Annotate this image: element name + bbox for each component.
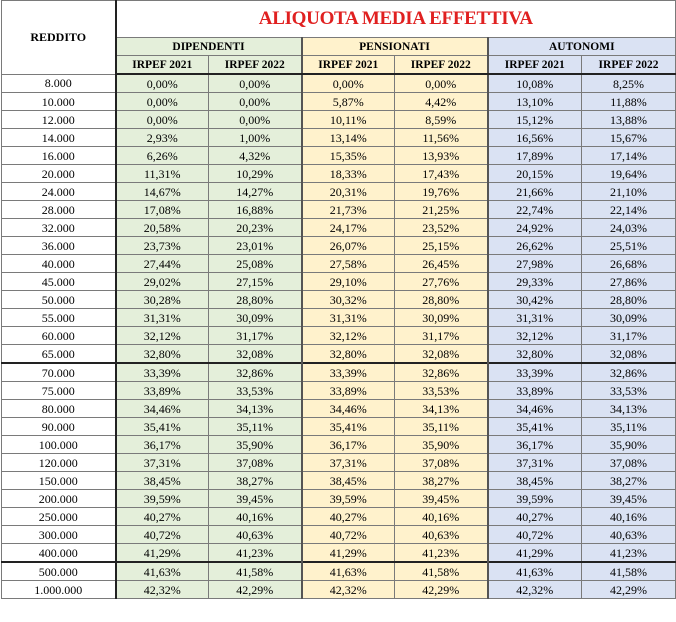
- rate-cell-autonomi-2021: 20,15%: [488, 165, 582, 183]
- rate-cell-autonomi-2021: 41,63%: [488, 562, 582, 581]
- rate-cell-dipendenti-2021: 31,31%: [116, 309, 209, 327]
- table-row: [2, 111, 676, 129]
- reddito-cell: 16.000: [2, 147, 116, 165]
- rate-cell-autonomi-2022: 41,23%: [582, 544, 676, 563]
- rate-cell-dipendenti-2021: 41,29%: [116, 544, 209, 563]
- rate-cell-dipendenti-2022: 30,09%: [209, 309, 302, 327]
- rate-cell-dipendenti-2021: 36,17%: [116, 436, 209, 454]
- rate-cell-dipendenti-2022: 42,29%: [209, 581, 302, 599]
- rate-cell-dipendenti-2021: 37,31%: [116, 454, 209, 472]
- rate-cell-autonomi-2022: 17,14%: [582, 147, 676, 165]
- reddito-cell: 120.000: [2, 454, 116, 472]
- rate-cell-autonomi-2022: 34,13%: [582, 400, 676, 418]
- rate-cell-dipendenti-2022: 23,01%: [209, 237, 302, 255]
- rate-cell-pensionati-2022: 41,58%: [395, 562, 488, 581]
- rate-cell-pensionati-2022: 28,80%: [395, 291, 488, 309]
- rate-cell-pensionati-2021: 5,87%: [302, 93, 395, 111]
- rate-cell-dipendenti-2021: 11,31%: [116, 165, 209, 183]
- rate-cell-pensionati-2021: 13,14%: [302, 129, 395, 147]
- rate-cell-dipendenti-2021: 40,72%: [116, 526, 209, 544]
- table-row: [2, 201, 676, 219]
- group-pensionati: PENSIONATI: [302, 38, 488, 56]
- reddito-cell: 24.000: [2, 183, 116, 201]
- rate-cell-autonomi-2021: 33,39%: [488, 363, 582, 382]
- rate-cell-autonomi-2022: 13,88%: [582, 111, 676, 129]
- rate-cell-dipendenti-2022: 25,08%: [209, 255, 302, 273]
- table-row: [2, 400, 676, 418]
- rate-cell-autonomi-2022: 32,08%: [582, 345, 676, 364]
- reddito-cell: 12.000: [2, 111, 116, 129]
- subcol-dipendenti-2021: IRPEF 2021: [116, 56, 209, 75]
- table-row: [2, 183, 676, 201]
- rate-cell-dipendenti-2021: 42,32%: [116, 581, 209, 599]
- rate-cell-dipendenti-2022: 28,80%: [209, 291, 302, 309]
- rate-cell-pensionati-2021: 29,10%: [302, 273, 395, 291]
- rate-cell-pensionati-2022: 34,13%: [395, 400, 488, 418]
- rate-cell-autonomi-2021: 40,72%: [488, 526, 582, 544]
- rate-cell-dipendenti-2022: 37,08%: [209, 454, 302, 472]
- reddito-cell: 75.000: [2, 382, 116, 400]
- table-row: [2, 508, 676, 526]
- table-row: [2, 129, 676, 147]
- table-row: [2, 74, 676, 93]
- rate-cell-pensionati-2022: 35,90%: [395, 436, 488, 454]
- rate-cell-autonomi-2021: 24,92%: [488, 219, 582, 237]
- rate-cell-pensionati-2022: 30,09%: [395, 309, 488, 327]
- rate-cell-dipendenti-2021: 30,28%: [116, 291, 209, 309]
- rate-cell-dipendenti-2022: 16,88%: [209, 201, 302, 219]
- table-row: [2, 418, 676, 436]
- rate-cell-pensionati-2022: 32,08%: [395, 345, 488, 364]
- rate-cell-pensionati-2022: 32,86%: [395, 363, 488, 382]
- rate-cell-autonomi-2021: 35,41%: [488, 418, 582, 436]
- reddito-cell: 10.000: [2, 93, 116, 111]
- rate-cell-pensionati-2022: 0,00%: [395, 74, 488, 93]
- rate-cell-autonomi-2021: 37,31%: [488, 454, 582, 472]
- rate-cell-pensionati-2021: 20,31%: [302, 183, 395, 201]
- table-row: [2, 436, 676, 454]
- rate-cell-pensionati-2022: 39,45%: [395, 490, 488, 508]
- reddito-cell: 70.000: [2, 363, 116, 382]
- rate-cell-pensionati-2021: 37,31%: [302, 454, 395, 472]
- reddito-cell: 28.000: [2, 201, 116, 219]
- rate-cell-autonomi-2022: 39,45%: [582, 490, 676, 508]
- rate-cell-pensionati-2022: 23,52%: [395, 219, 488, 237]
- reddito-cell: 1.000.000: [2, 581, 116, 599]
- rate-cell-autonomi-2021: 15,12%: [488, 111, 582, 129]
- rate-cell-autonomi-2022: 40,63%: [582, 526, 676, 544]
- rate-cell-dipendenti-2021: 29,02%: [116, 273, 209, 291]
- rate-cell-autonomi-2022: 42,29%: [582, 581, 676, 599]
- rate-cell-autonomi-2022: 38,27%: [582, 472, 676, 490]
- rate-cell-pensionati-2022: 8,59%: [395, 111, 488, 129]
- rate-cell-autonomi-2021: 31,31%: [488, 309, 582, 327]
- rate-cell-dipendenti-2022: 0,00%: [209, 111, 302, 129]
- rate-cell-autonomi-2021: 30,42%: [488, 291, 582, 309]
- rate-cell-autonomi-2021: 39,59%: [488, 490, 582, 508]
- rate-cell-dipendenti-2021: 39,59%: [116, 490, 209, 508]
- table-row: [2, 93, 676, 111]
- reddito-cell: 500.000: [2, 562, 116, 581]
- rate-cell-dipendenti-2021: 0,00%: [116, 74, 209, 93]
- rate-cell-pensionati-2021: 40,72%: [302, 526, 395, 544]
- table-row: [2, 255, 676, 273]
- rate-cell-pensionati-2022: 25,15%: [395, 237, 488, 255]
- rate-cell-autonomi-2022: 28,80%: [582, 291, 676, 309]
- rate-cell-dipendenti-2021: 0,00%: [116, 111, 209, 129]
- table-row: [2, 237, 676, 255]
- rate-cell-dipendenti-2022: 4,32%: [209, 147, 302, 165]
- table-row: [2, 382, 676, 400]
- rate-cell-dipendenti-2021: 6,26%: [116, 147, 209, 165]
- reddito-cell: 8.000: [2, 74, 116, 93]
- rate-cell-autonomi-2022: 21,10%: [582, 183, 676, 201]
- rate-cell-dipendenti-2021: 23,73%: [116, 237, 209, 255]
- rate-cell-dipendenti-2021: 34,46%: [116, 400, 209, 418]
- rate-cell-pensionati-2021: 15,35%: [302, 147, 395, 165]
- rate-cell-pensionati-2021: 39,59%: [302, 490, 395, 508]
- rate-cell-pensionati-2021: 33,89%: [302, 382, 395, 400]
- rate-cell-dipendenti-2022: 41,58%: [209, 562, 302, 581]
- table-row: [2, 363, 676, 382]
- rate-cell-pensionati-2021: 32,12%: [302, 327, 395, 345]
- reddito-cell: 45.000: [2, 273, 116, 291]
- rate-cell-pensionati-2022: 40,63%: [395, 526, 488, 544]
- rate-cell-dipendenti-2021: 35,41%: [116, 418, 209, 436]
- rate-cell-autonomi-2022: 33,53%: [582, 382, 676, 400]
- rate-cell-pensionati-2022: 17,43%: [395, 165, 488, 183]
- rate-cell-autonomi-2022: 41,58%: [582, 562, 676, 581]
- rate-cell-pensionati-2021: 38,45%: [302, 472, 395, 490]
- rate-cell-autonomi-2021: 29,33%: [488, 273, 582, 291]
- rate-cell-autonomi-2021: 32,80%: [488, 345, 582, 364]
- rate-cell-autonomi-2021: 42,32%: [488, 581, 582, 599]
- rate-cell-pensionati-2021: 33,39%: [302, 363, 395, 382]
- subcol-pensionati-2022: IRPEF 2022: [395, 56, 488, 75]
- table-row: [2, 581, 676, 599]
- reddito-cell: 50.000: [2, 291, 116, 309]
- rate-cell-autonomi-2021: 34,46%: [488, 400, 582, 418]
- rate-cell-dipendenti-2021: 32,80%: [116, 345, 209, 364]
- rate-cell-pensionati-2022: 35,11%: [395, 418, 488, 436]
- rate-cell-dipendenti-2021: 14,67%: [116, 183, 209, 201]
- rate-cell-autonomi-2022: 19,64%: [582, 165, 676, 183]
- rate-cell-autonomi-2022: 22,14%: [582, 201, 676, 219]
- subcol-dipendenti-2022: IRPEF 2022: [209, 56, 302, 75]
- rate-cell-dipendenti-2021: 32,12%: [116, 327, 209, 345]
- rate-cell-dipendenti-2021: 38,45%: [116, 472, 209, 490]
- rate-cell-dipendenti-2022: 0,00%: [209, 74, 302, 93]
- rate-cell-autonomi-2022: 32,86%: [582, 363, 676, 382]
- rate-cell-pensionati-2022: 33,53%: [395, 382, 488, 400]
- table-row: [2, 273, 676, 291]
- rate-cell-dipendenti-2021: 27,44%: [116, 255, 209, 273]
- rate-cell-autonomi-2021: 27,98%: [488, 255, 582, 273]
- rate-cell-pensionati-2021: 0,00%: [302, 74, 395, 93]
- rate-cell-dipendenti-2021: 0,00%: [116, 93, 209, 111]
- table-row: [2, 490, 676, 508]
- table-row: [2, 165, 676, 183]
- rate-cell-autonomi-2021: 10,08%: [488, 74, 582, 93]
- reddito-cell: 300.000: [2, 526, 116, 544]
- rate-cell-pensionati-2021: 41,63%: [302, 562, 395, 581]
- rate-cell-dipendenti-2022: 14,27%: [209, 183, 302, 201]
- rate-cell-pensionati-2022: 19,76%: [395, 183, 488, 201]
- rate-cell-pensionati-2022: 37,08%: [395, 454, 488, 472]
- table-row: [2, 472, 676, 490]
- rate-cell-dipendenti-2022: 32,86%: [209, 363, 302, 382]
- reddito-cell: 80.000: [2, 400, 116, 418]
- table-row: [2, 345, 676, 364]
- rate-cell-pensionati-2021: 35,41%: [302, 418, 395, 436]
- reddito-cell: 20.000: [2, 165, 116, 183]
- rate-cell-pensionati-2021: 18,33%: [302, 165, 395, 183]
- rate-cell-autonomi-2021: 16,56%: [488, 129, 582, 147]
- reddito-cell: 55.000: [2, 309, 116, 327]
- rate-cell-pensionati-2021: 42,32%: [302, 581, 395, 599]
- rate-cell-dipendenti-2022: 35,90%: [209, 436, 302, 454]
- subcol-autonomi-2022: IRPEF 2022: [582, 56, 676, 75]
- rate-cell-autonomi-2022: 25,51%: [582, 237, 676, 255]
- rate-cell-autonomi-2021: 41,29%: [488, 544, 582, 563]
- table-row: [2, 526, 676, 544]
- rate-cell-pensionati-2021: 31,31%: [302, 309, 395, 327]
- rate-cell-dipendenti-2022: 39,45%: [209, 490, 302, 508]
- table-row: [2, 147, 676, 165]
- rate-cell-autonomi-2021: 32,12%: [488, 327, 582, 345]
- group-autonomi: AUTONOMI: [488, 38, 676, 56]
- table-title: ALIQUOTA MEDIA EFFETTIVA: [116, 1, 676, 38]
- rate-cell-autonomi-2022: 24,03%: [582, 219, 676, 237]
- rate-cell-dipendenti-2022: 20,23%: [209, 219, 302, 237]
- reddito-cell: 65.000: [2, 345, 116, 364]
- rate-cell-autonomi-2021: 36,17%: [488, 436, 582, 454]
- reddito-cell: 150.000: [2, 472, 116, 490]
- rate-cell-dipendenti-2022: 38,27%: [209, 472, 302, 490]
- reddito-cell: 250.000: [2, 508, 116, 526]
- rate-cell-pensionati-2022: 11,56%: [395, 129, 488, 147]
- rate-cell-dipendenti-2022: 32,08%: [209, 345, 302, 364]
- rate-cell-autonomi-2021: 17,89%: [488, 147, 582, 165]
- rate-cell-dipendenti-2021: 33,39%: [116, 363, 209, 382]
- rate-cell-dipendenti-2021: 33,89%: [116, 382, 209, 400]
- rate-cell-autonomi-2022: 8,25%: [582, 74, 676, 93]
- rate-cell-pensionati-2022: 21,25%: [395, 201, 488, 219]
- reddito-cell: 100.000: [2, 436, 116, 454]
- rate-cell-pensionati-2021: 40,27%: [302, 508, 395, 526]
- subcol-pensionati-2021: IRPEF 2021: [302, 56, 395, 75]
- reddito-cell: 90.000: [2, 418, 116, 436]
- rate-cell-autonomi-2021: 22,74%: [488, 201, 582, 219]
- rate-cell-autonomi-2022: 15,67%: [582, 129, 676, 147]
- rate-cell-dipendenti-2022: 10,29%: [209, 165, 302, 183]
- rate-cell-dipendenti-2022: 40,63%: [209, 526, 302, 544]
- rate-cell-autonomi-2021: 38,45%: [488, 472, 582, 490]
- rate-cell-dipendenti-2021: 17,08%: [116, 201, 209, 219]
- reddito-cell: 14.000: [2, 129, 116, 147]
- rate-cell-pensionati-2021: 21,73%: [302, 201, 395, 219]
- rate-cell-dipendenti-2022: 34,13%: [209, 400, 302, 418]
- table-row: [2, 309, 676, 327]
- rate-cell-autonomi-2022: 35,90%: [582, 436, 676, 454]
- rate-cell-autonomi-2021: 40,27%: [488, 508, 582, 526]
- reddito-cell: 40.000: [2, 255, 116, 273]
- rate-cell-pensionati-2021: 27,58%: [302, 255, 395, 273]
- rate-cell-dipendenti-2022: 40,16%: [209, 508, 302, 526]
- rate-cell-dipendenti-2021: 20,58%: [116, 219, 209, 237]
- rate-cell-pensionati-2022: 40,16%: [395, 508, 488, 526]
- rate-cell-dipendenti-2022: 27,15%: [209, 273, 302, 291]
- rate-cell-pensionati-2021: 36,17%: [302, 436, 395, 454]
- rate-cell-pensionati-2021: 26,07%: [302, 237, 395, 255]
- reddito-cell: 60.000: [2, 327, 116, 345]
- rate-cell-pensionati-2021: 10,11%: [302, 111, 395, 129]
- rate-cell-pensionati-2021: 34,46%: [302, 400, 395, 418]
- rate-cell-pensionati-2022: 42,29%: [395, 581, 488, 599]
- rate-cell-autonomi-2021: 13,10%: [488, 93, 582, 111]
- rate-cell-autonomi-2022: 40,16%: [582, 508, 676, 526]
- rate-cell-pensionati-2021: 32,80%: [302, 345, 395, 364]
- group-dipendenti: DIPENDENTI: [116, 38, 302, 56]
- rate-cell-autonomi-2022: 26,68%: [582, 255, 676, 273]
- table-row: [2, 219, 676, 237]
- table-body: [2, 74, 676, 599]
- table-row: [2, 291, 676, 309]
- rate-cell-autonomi-2022: 35,11%: [582, 418, 676, 436]
- tax-rate-table: [1, 0, 676, 599]
- reddito-cell: 200.000: [2, 490, 116, 508]
- table-row: [2, 562, 676, 581]
- rate-cell-autonomi-2022: 37,08%: [582, 454, 676, 472]
- rate-cell-dipendenti-2022: 1,00%: [209, 129, 302, 147]
- rate-cell-autonomi-2022: 30,09%: [582, 309, 676, 327]
- rate-cell-pensionati-2021: 41,29%: [302, 544, 395, 563]
- rate-cell-autonomi-2021: 21,66%: [488, 183, 582, 201]
- rate-cell-pensionati-2022: 4,42%: [395, 93, 488, 111]
- rate-cell-autonomi-2021: 26,62%: [488, 237, 582, 255]
- table-row: [2, 327, 676, 345]
- reddito-cell: 400.000: [2, 544, 116, 563]
- reddito-cell: 36.000: [2, 237, 116, 255]
- rate-cell-dipendenti-2021: 2,93%: [116, 129, 209, 147]
- rate-cell-pensionati-2021: 24,17%: [302, 219, 395, 237]
- table-row: [2, 544, 676, 563]
- rate-cell-pensionati-2022: 38,27%: [395, 472, 488, 490]
- rate-cell-dipendenti-2022: 31,17%: [209, 327, 302, 345]
- rate-cell-dipendenti-2022: 0,00%: [209, 93, 302, 111]
- rate-cell-autonomi-2022: 11,88%: [582, 93, 676, 111]
- rate-cell-pensionati-2022: 31,17%: [395, 327, 488, 345]
- rate-cell-autonomi-2022: 31,17%: [582, 327, 676, 345]
- rate-cell-pensionati-2022: 13,93%: [395, 147, 488, 165]
- rate-cell-pensionati-2022: 26,45%: [395, 255, 488, 273]
- rate-cell-pensionati-2022: 41,23%: [395, 544, 488, 563]
- reddito-header: REDDITO: [2, 1, 116, 75]
- rate-cell-dipendenti-2021: 41,63%: [116, 562, 209, 581]
- rate-cell-pensionati-2022: 27,76%: [395, 273, 488, 291]
- rate-cell-autonomi-2021: 33,89%: [488, 382, 582, 400]
- reddito-cell: 32.000: [2, 219, 116, 237]
- subcol-autonomi-2021: IRPEF 2021: [488, 56, 582, 75]
- rate-cell-dipendenti-2022: 35,11%: [209, 418, 302, 436]
- rate-cell-dipendenti-2021: 40,27%: [116, 508, 209, 526]
- rate-cell-autonomi-2022: 27,86%: [582, 273, 676, 291]
- table-row: [2, 454, 676, 472]
- rate-cell-pensionati-2021: 30,32%: [302, 291, 395, 309]
- rate-cell-dipendenti-2022: 41,23%: [209, 544, 302, 563]
- rate-cell-dipendenti-2022: 33,53%: [209, 382, 302, 400]
